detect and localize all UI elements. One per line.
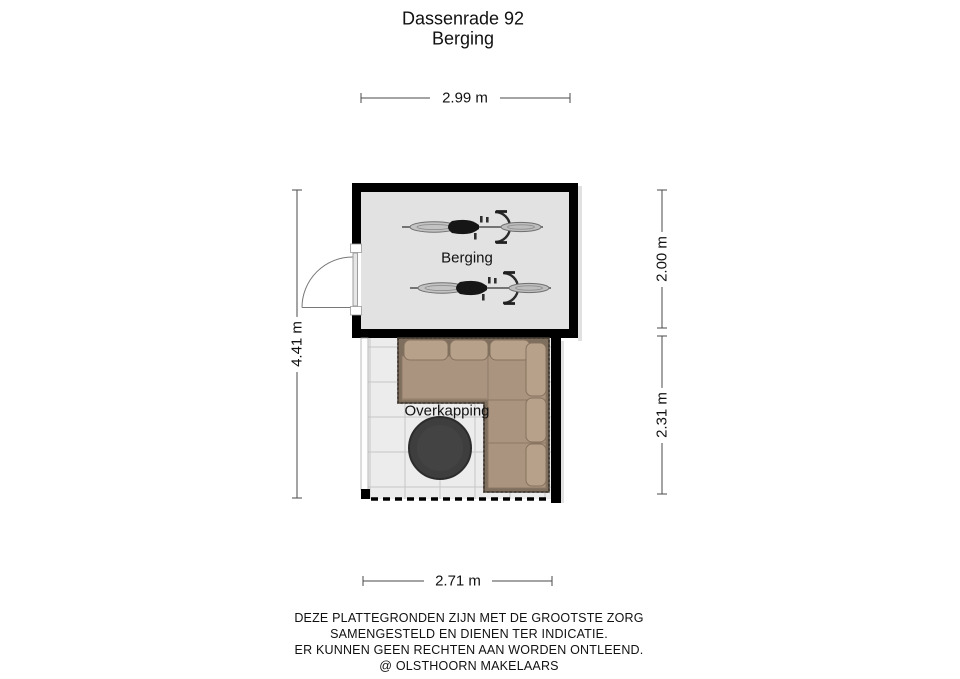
dimension-label-right-lower: 2.31 m <box>654 388 671 442</box>
dimension-label-left: 4.41 m <box>289 317 306 371</box>
footer-disclaimer-line-4: @ OLSTHOORN MAKELAARS <box>379 659 559 673</box>
overkapping-right-wall <box>551 338 561 503</box>
door-swing-icon <box>302 244 362 315</box>
open-side-frame <box>361 338 368 490</box>
footer-disclaimer-line-2: SAMENGESTELD EN DIENEN TER INDICATIE. <box>330 627 608 641</box>
footer-disclaimer-line-3: ER KUNNEN GEEN RECHTEN AAN WORDEN ONTLEEND. <box>294 643 644 657</box>
overkapping-area <box>361 338 564 503</box>
dimension-label-top: 2.99 m <box>438 90 492 107</box>
coffee-table-icon <box>409 417 471 479</box>
dimension-label-bottom: 2.71 m <box>431 573 485 590</box>
room-label-overkapping: Overkapping <box>404 402 490 420</box>
wall-shadow <box>561 341 564 503</box>
footer-disclaimer-line-1: DEZE PLATTEGRONDEN ZIJN MET DE GROOTSTE ZORG <box>294 611 644 625</box>
wall-shadow <box>578 186 582 341</box>
footer-disclaimer <box>209 610 729 674</box>
floorplan-title: Dassenrade 92 <box>401 8 525 29</box>
floorplan-subtitle: Berging <box>431 28 495 49</box>
room-label-berging: Berging <box>441 249 493 267</box>
dimension-label-right-upper: 2.00 m <box>654 232 671 286</box>
corner-post <box>361 489 370 499</box>
